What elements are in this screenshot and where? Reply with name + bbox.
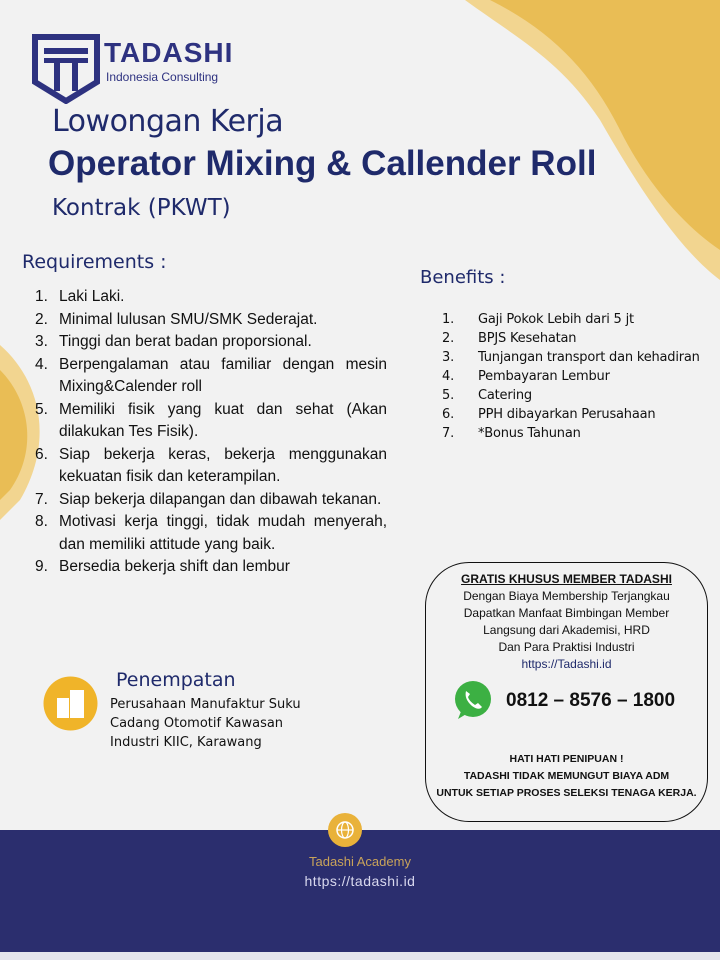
item-number: 1.	[35, 288, 48, 305]
membership-line: Dengan Biaya Membership Terjangkau	[463, 589, 670, 603]
item-number: 2.	[442, 331, 455, 346]
footer-band	[0, 830, 720, 952]
item-number: 4.	[442, 369, 455, 384]
item-text: Gaji Pokok Lebih dari 5 jt	[478, 312, 634, 327]
requirements-item	[35, 309, 387, 332]
item-number: 3.	[442, 350, 455, 365]
requirements-item	[35, 556, 387, 579]
item-text: Bersedia bekerja shift dan lembur	[59, 558, 290, 575]
item-number: 9.	[35, 558, 48, 575]
membership-box	[425, 562, 708, 822]
item-number: 4.	[35, 355, 48, 373]
contract-type: Kontrak (PKWT)	[52, 195, 231, 221]
footer-name: Tadashi Academy	[309, 854, 411, 869]
item-text: Tinggi dan berat badan proporsional.	[59, 333, 312, 350]
item-text: BPJS Kesehatan	[478, 331, 577, 346]
benefits-item	[442, 329, 712, 348]
item-text: Siap bekerja dilapangan dan dibawah tekanan.	[59, 490, 382, 508]
item-text: PPH dibayarkan Perusahaan	[478, 407, 656, 422]
warning-line: HATI HATI PENIPUAN !	[509, 753, 624, 765]
whatsapp-icon	[452, 679, 494, 721]
item-text: Motivasi kerja tinggi, tidak mudah menyerah, dan memiliki attitude yang baik.	[59, 513, 387, 553]
benefits-heading: Benefits :	[420, 267, 506, 288]
requirements-item	[35, 399, 387, 444]
item-text: Minimal lulusan SMU/SMK Sederajat.	[59, 310, 318, 328]
benefits-item	[442, 424, 712, 443]
benefits-item	[442, 348, 712, 367]
warning-line: UNTUK SETIAP PROSES SELEKSI TENAGA KERJA.	[436, 787, 697, 799]
requirements-item	[35, 444, 387, 489]
item-number: 6.	[35, 445, 48, 463]
item-text: Tunjangan transport dan kehadiran	[478, 350, 700, 365]
requirements-item	[35, 331, 387, 354]
item-text: Berpengalaman atau familiar dengan mesin Mixing&Calender roll	[59, 355, 387, 395]
requirements-heading: Requirements :	[22, 251, 167, 273]
item-number: 7.	[442, 426, 455, 441]
item-number: 1.	[442, 312, 455, 327]
item-text: Laki Laki.	[59, 288, 125, 305]
title-line1: Lowongan Kerja	[52, 104, 284, 139]
tadashi-logo-icon	[32, 34, 100, 104]
item-text: Siap bekerja keras, bekerja menggunakan kekuatan fisik dan keterampilan.	[59, 445, 387, 485]
requirements-list	[35, 286, 387, 579]
benefits-item	[442, 386, 712, 405]
placement-text: Perusahaan Manufaktur Suku Cadang Otomotif Kawasan Industri KIIC, Karawang	[110, 697, 301, 750]
item-text: Memiliki fisik yang kuat dan sehat (Akan dilakukan Tes Fisik).	[59, 400, 387, 440]
warning-line: TADASHI TIDAK MEMUNGUT BIAYA ADM	[463, 770, 670, 782]
footer-url[interactable]: https://tadashi.id	[304, 873, 416, 889]
item-number: 7.	[35, 490, 48, 508]
membership-link[interactable]: https://Tadashi.id	[521, 657, 612, 671]
requirements-item	[35, 354, 387, 399]
item-number: 5.	[442, 388, 455, 403]
benefits-item	[442, 310, 712, 329]
membership-line: Dan Para Praktisi Industri	[498, 640, 635, 654]
item-number: 3.	[35, 333, 48, 350]
placement-heading: Penempatan	[116, 669, 236, 691]
benefits-list	[442, 310, 712, 443]
phone-number[interactable]: 0812 – 8576 – 1800	[506, 690, 676, 711]
item-number: 5.	[35, 400, 48, 418]
item-text: *Bonus Tahunan	[478, 426, 581, 441]
job-title: Operator Mixing & Callender Roll	[48, 144, 597, 183]
item-number: 8.	[35, 513, 48, 530]
building-icon	[43, 676, 98, 731]
item-text: Pembayaran Lembur	[478, 369, 610, 384]
benefits-item	[442, 367, 712, 386]
requirements-item	[35, 511, 387, 556]
benefits-item	[442, 405, 712, 424]
item-number: 6.	[442, 407, 455, 422]
membership-line: Dapatkan Manfaat Bimbingan Member	[463, 606, 670, 620]
logo-name: TADASHI	[104, 37, 234, 68]
logo-subtitle: Indonesia Consulting	[106, 70, 219, 84]
globe-icon	[327, 812, 363, 848]
item-text: Catering	[478, 388, 532, 403]
membership-line: Langsung dari Akademisi, HRD	[483, 623, 650, 637]
requirements-item	[35, 489, 387, 512]
item-number: 2.	[35, 310, 48, 328]
requirements-item	[35, 286, 387, 309]
membership-heading: GRATIS KHUSUS MEMBER TADASHI	[461, 572, 672, 586]
